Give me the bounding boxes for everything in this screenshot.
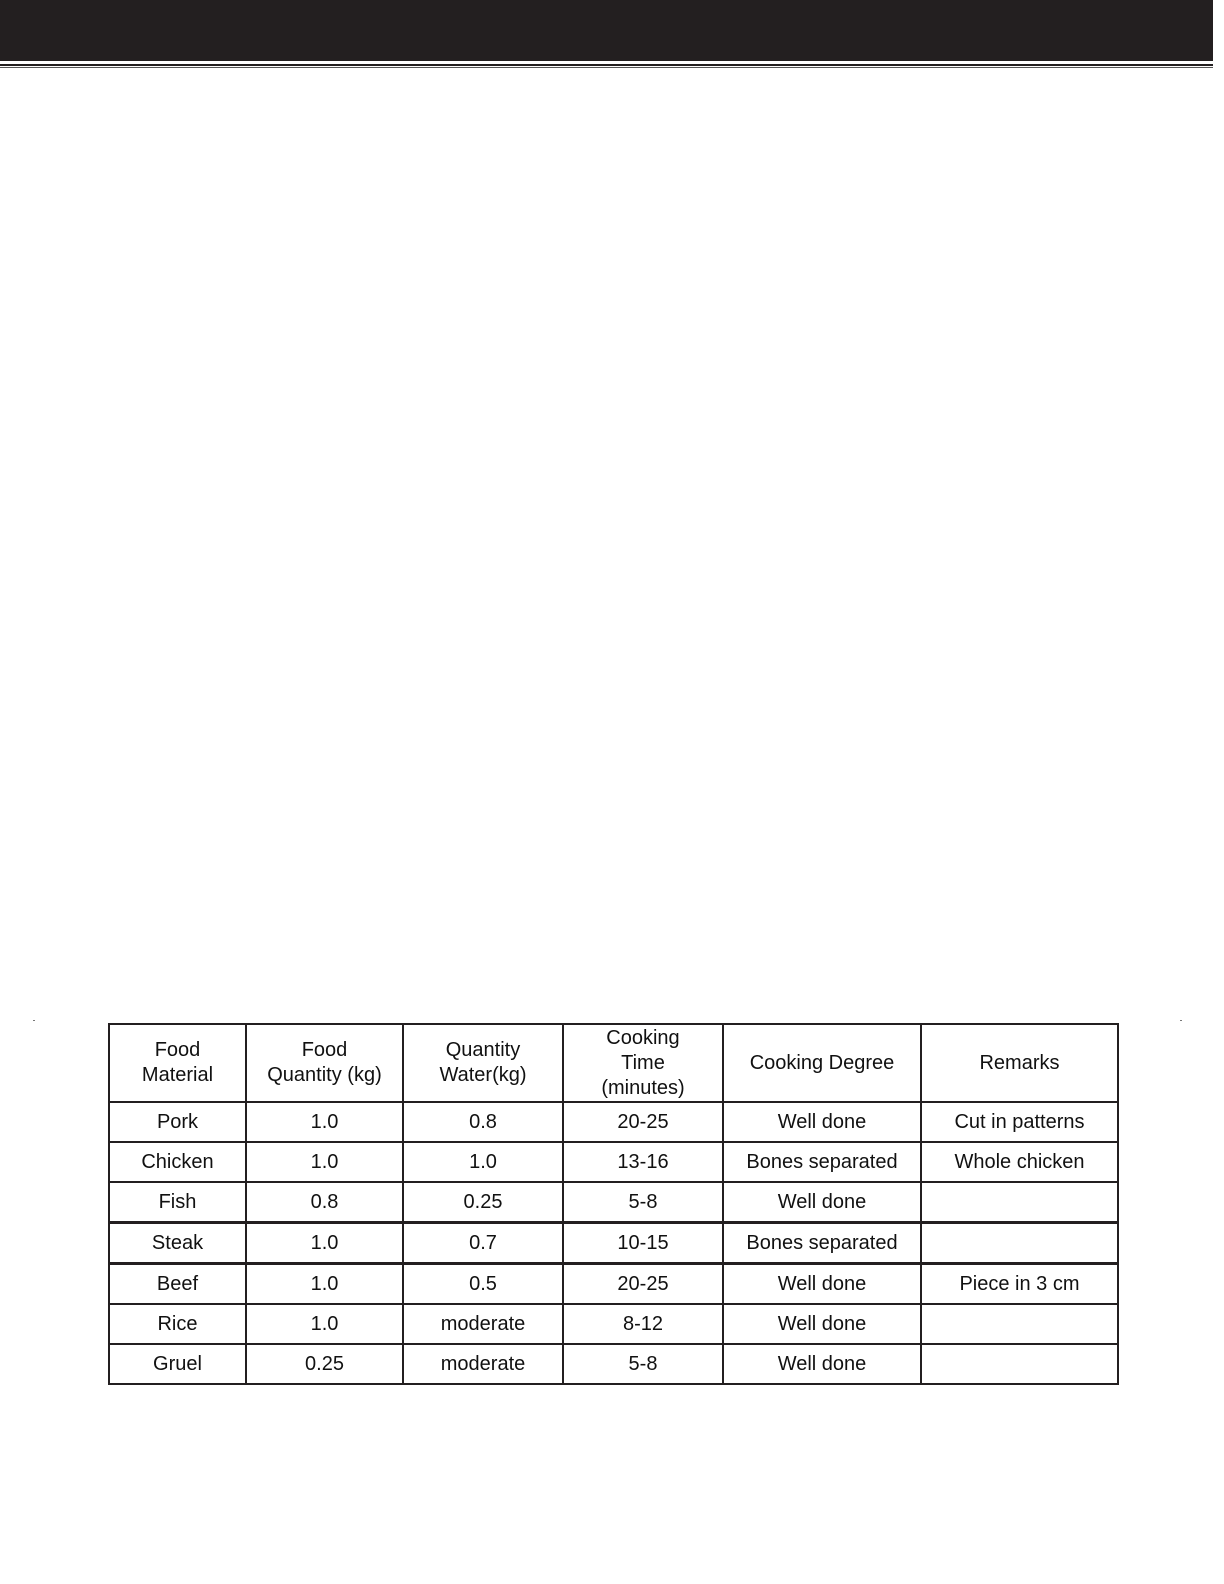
cell-water-quantity: moderate	[403, 1344, 563, 1384]
cell-food-material: Steak	[109, 1223, 246, 1264]
cell-cooking-degree: Well done	[723, 1344, 921, 1384]
cooking-table	[108, 1023, 1119, 1385]
cell-water-quantity: moderate	[403, 1304, 563, 1344]
table-header-row	[109, 1024, 1118, 1102]
header-line: Time	[621, 1051, 665, 1074]
cell-cooking-degree: Well done	[723, 1304, 921, 1344]
header-line: Remarks	[979, 1051, 1060, 1074]
cell-food-quantity: 1.0	[246, 1142, 403, 1182]
cell-remarks	[921, 1344, 1118, 1384]
cell-food-material: Rice	[109, 1304, 246, 1344]
table-row	[109, 1223, 1118, 1264]
cell-food-quantity: 1.0	[246, 1264, 403, 1305]
cell-remarks: Whole chicken	[921, 1142, 1118, 1182]
cell-cooking-time: 20-25	[563, 1264, 723, 1305]
cell-food-material: Chicken	[109, 1142, 246, 1182]
cell-water-quantity: 1.0	[403, 1142, 563, 1182]
cell-food-quantity: 0.8	[246, 1182, 403, 1223]
cell-cooking-time: 8-12	[563, 1304, 723, 1344]
cell-food-material: Gruel	[109, 1344, 246, 1384]
cell-food-quantity: 1.0	[246, 1102, 403, 1142]
header-cooking-degree	[723, 1024, 921, 1102]
cell-water-quantity: 0.5	[403, 1264, 563, 1305]
cell-food-quantity: 1.0	[246, 1223, 403, 1264]
cell-cooking-time: 5-8	[563, 1344, 723, 1384]
header-line: Food	[301, 1039, 348, 1061]
table-row	[109, 1102, 1118, 1142]
table-row	[109, 1264, 1118, 1305]
header-line: Cooking	[606, 1026, 680, 1049]
cell-water-quantity: 0.25	[403, 1182, 563, 1223]
cell-cooking-degree: Well done	[723, 1182, 921, 1223]
cell-cooking-time: 13-16	[563, 1142, 723, 1182]
header-cooking-time	[563, 1024, 723, 1102]
cell-cooking-time: 10-15	[563, 1223, 723, 1264]
cell-food-material: Beef	[109, 1264, 246, 1305]
table-row	[109, 1344, 1118, 1384]
cell-remarks	[921, 1182, 1118, 1223]
cell-cooking-degree: Well done	[723, 1264, 921, 1305]
cell-cooking-degree: Well done	[723, 1102, 921, 1142]
cell-cooking-degree: Bones separated	[723, 1223, 921, 1264]
cell-remarks: Cut in patterns	[921, 1102, 1118, 1142]
cell-food-quantity: 1.0	[246, 1304, 403, 1344]
cell-cooking-time: 20-25	[563, 1102, 723, 1142]
cell-remarks: Piece in 3 cm	[921, 1264, 1118, 1305]
cell-food-material: Fish	[109, 1182, 246, 1223]
header-food-quantity	[246, 1024, 403, 1102]
crop-mark-right	[1180, 1020, 1182, 1021]
header-quantity-water	[403, 1024, 563, 1102]
cell-cooking-degree: Bones separated	[723, 1142, 921, 1182]
cell-food-material: Pork	[109, 1102, 246, 1142]
crop-mark-left	[33, 1020, 35, 1021]
cell-food-quantity: 0.25	[246, 1344, 403, 1384]
cell-water-quantity: 0.8	[403, 1102, 563, 1142]
cell-remarks	[921, 1223, 1118, 1264]
header-line: Food	[154, 1039, 201, 1061]
header-rule-secondary	[0, 67, 1213, 68]
header-line: Material	[141, 1064, 214, 1086]
page-header-bar	[0, 0, 1213, 61]
header-line: Cooking Degree	[749, 1051, 895, 1074]
cell-cooking-time: 5-8	[563, 1182, 723, 1223]
header-line: Water(kg)	[439, 1064, 527, 1086]
header-line: Quantity	[445, 1039, 521, 1061]
cooking-table-container	[108, 1023, 1117, 1385]
table-row	[109, 1142, 1118, 1182]
header-remarks	[921, 1024, 1118, 1102]
header-rule	[0, 64, 1213, 66]
header-line: Quantity (kg)	[267, 1064, 382, 1086]
cell-water-quantity: 0.7	[403, 1223, 563, 1264]
header-line: (minutes)	[601, 1076, 685, 1099]
table-row	[109, 1182, 1118, 1223]
table-row	[109, 1304, 1118, 1344]
cell-remarks	[921, 1304, 1118, 1344]
header-food-material	[109, 1024, 246, 1102]
